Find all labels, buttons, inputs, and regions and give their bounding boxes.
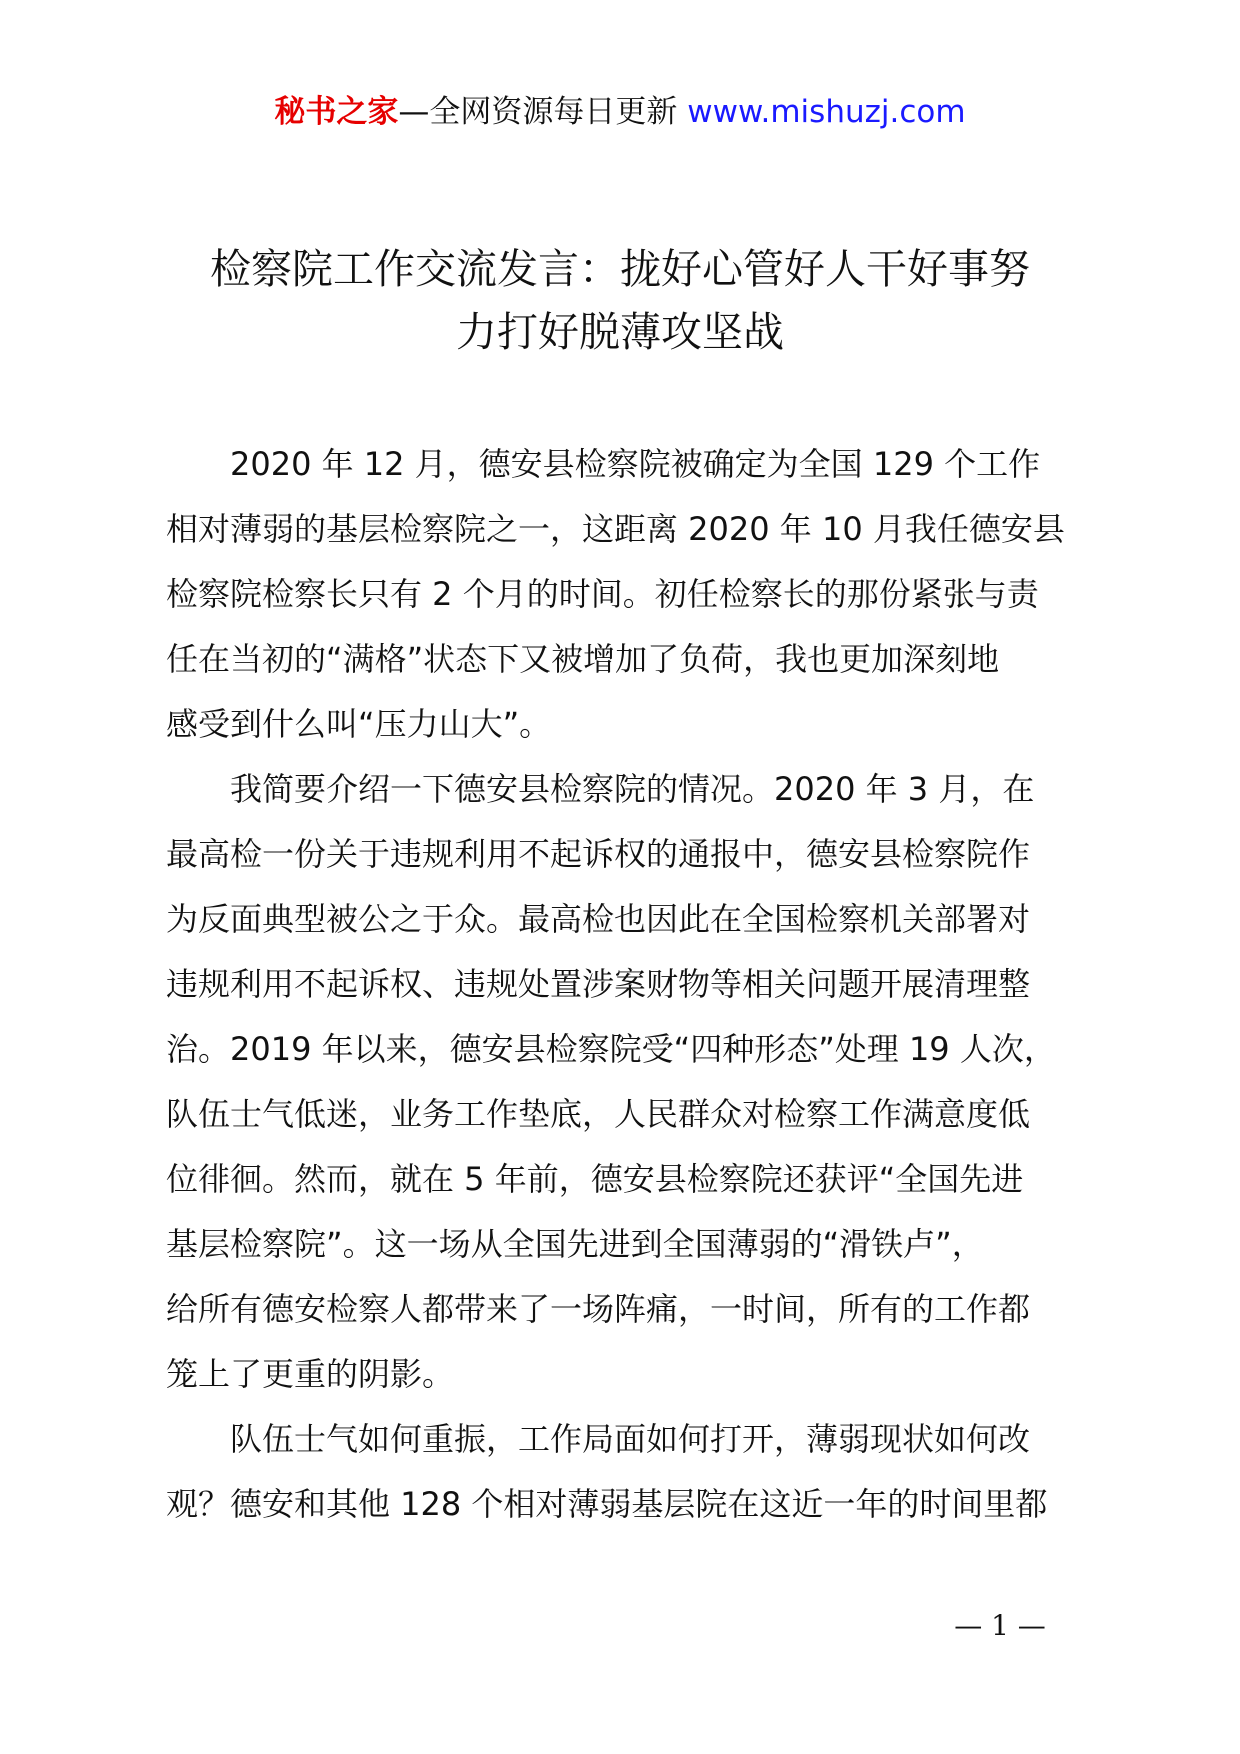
title-line: 检察院工作交流发言：拢好心管好人干好事努	[210, 245, 1030, 293]
text-line: 为反面典型被公之于众。最高检也因此在全国检察机关部署对	[166, 900, 1031, 938]
text-line: 队伍士气如何重振，工作局面如何打开，薄弱现状如何改	[166, 1420, 1031, 1458]
text-line: 治。2019 年以来，德安县检察院受“四种形态”处理 19 人次，	[166, 1030, 1056, 1068]
text-line: 任在当初的“满格”状态下又被增加了负荷，我也更加深刻地	[166, 640, 1000, 678]
text-line: 观？德安和其他 128 个相对薄弱基层院在这近一年的时间里都	[166, 1485, 1048, 1523]
site-tagline: —全网资源每日更新	[398, 94, 678, 130]
text-line: 队伍士气低迷，业务工作垫底，人民群众对检察工作满意度低	[166, 1095, 1031, 1133]
text-line: 2020 年 12 月，德安县检察院被确定为全国 129 个工作	[166, 445, 1041, 483]
title-line: 力打好脱薄攻坚战	[456, 308, 784, 356]
text-line: 位徘徊。然而，就在 5 年前，德安县检察院还获评“全国先进	[166, 1160, 1024, 1198]
text-line: 违规利用不起诉权、违规处置涉案财物等相关问题开展清理整	[166, 965, 1031, 1003]
paragraph-2	[166, 757, 1088, 1407]
text-line: 感受到什么叫“压力山大”。	[166, 705, 552, 743]
paragraph-1	[166, 432, 1088, 757]
page-number: — 1 —	[954, 1609, 1046, 1642]
text-line: 检察院检察长只有 2 个月的时间。初任检察长的那份紧张与责	[166, 575, 1039, 613]
text-line: 我简要介绍一下德安县检察院的情况。2020 年 3 月，在	[166, 770, 1035, 808]
text-line: 基层检察院”。这一场从全国先进到全国薄弱的“滑铁卢”，	[166, 1225, 984, 1263]
text-line: 相对薄弱的基层检察院之一，这距离 2020 年 10 月我任德安县	[166, 510, 1065, 548]
paragraph-3	[166, 1407, 1088, 1537]
site-header	[0, 92, 1240, 132]
site-brand: 秘书之家	[274, 94, 399, 130]
document-body	[166, 432, 1088, 1537]
site-url-link[interactable]: www.mishuzj.com	[687, 94, 966, 130]
text-line: 给所有德安检察人都带来了一场阵痛，一时间，所有的工作都	[166, 1290, 1031, 1328]
text-line: 笼上了更重的阴影。	[166, 1355, 455, 1393]
document-title	[160, 238, 1080, 364]
text-line: 最高检一份关于违规利用不起诉权的通报中，德安县检察院作	[166, 835, 1031, 873]
